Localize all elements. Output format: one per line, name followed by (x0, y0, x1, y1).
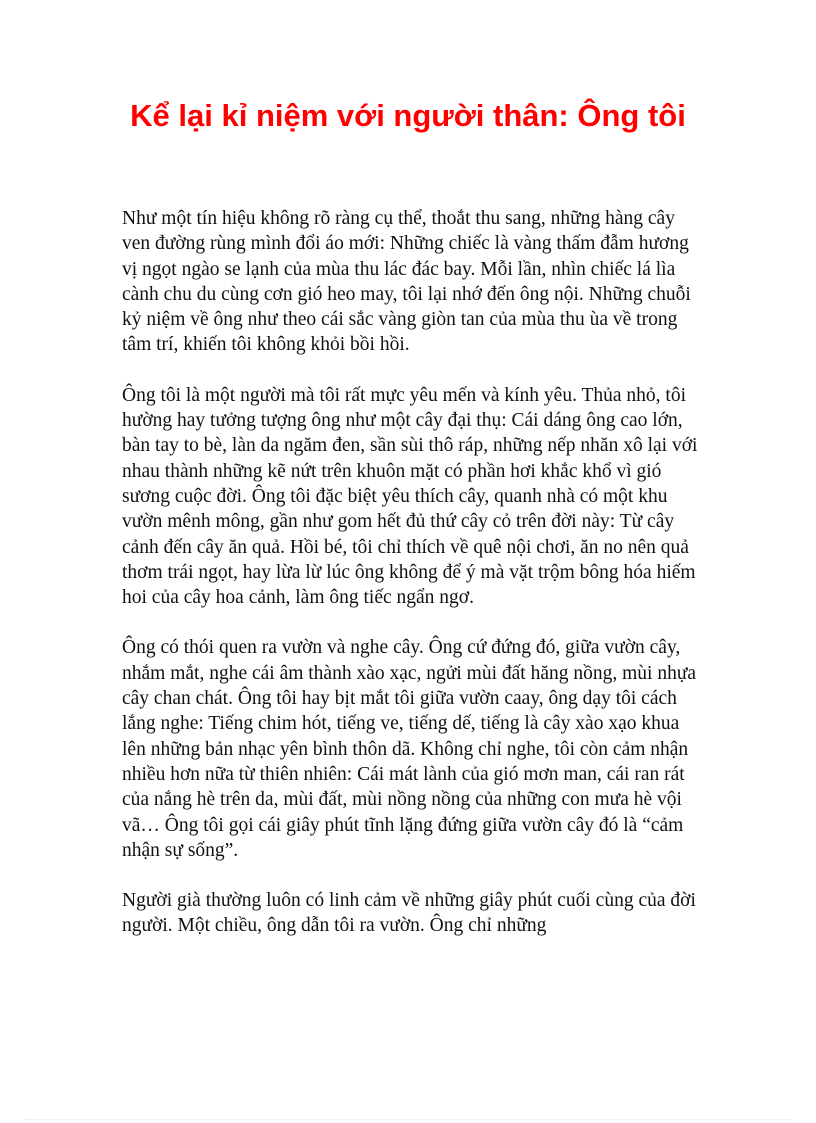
paragraph-3: Ông có thói quen ra vườn và nghe cây. Ông cứ đứng đó, giữa vườn cây, nhắm mắt, nghe cái âm thành xào xạc, ngửi mùi đất hăng nồng, mùi nhựa cây chan chát. Ông tôi hay bịt mắt tôi giữa vườn caay, ông dạy tôi cách lắng nghe: Tiếng chim hót, tiếng ve, tiếng dế, tiếng là cây xào xạo khua lên những bản nhạc yên bình thôn dã. Không chỉ nghe, tôi còn cảm nhận nhiều hơn nữa từ thiên nhiên: Cái mát lành của gió mơn man, cái ran rát của nắng hè trên da, mùi đất, mùi nồng nồng của những con mưa hè vội vã… Ông tôi gọi cái giây phút tĩnh lặng đứng giữa vườn cây đó là “cảm nhận sự sống”. (122, 637, 697, 861)
document-title: Kể lại kỉ niệm với người thân: Ông tôi (130, 98, 686, 133)
page-bottom-divider (24, 1119, 792, 1120)
paragraph-4: Người già thường luôn có linh cảm về những giây phút cuối cùng của đời người. Một chiều, ông dẫn tôi ra vườn. Ông chỉ những (122, 890, 696, 937)
paragraph-2: Ông tôi là một người mà tôi rất mực yêu mến và kính yêu. Thủa nhỏ, tôi hường hay tưởng tượng ông như một cây đại thụ: Cái dáng ông cao lớn, bàn tay to bè, làn da ngăm đen, sần sùi thô ráp, những nếp nhăn xô lại với nhau thành những kẽ nứt trên khuôn mặt có phần hơi khắc khổ vì gió sương cuộc đời. Ông tôi đặc biệt yêu thích cây, quanh nhà có một khu vườn mênh mông, gần như gom hết đủ thứ cây cỏ trên đời này: Từ cây cảnh đến cây ăn quả. Hồi bé, tôi chỉ thích về quê nội chơi, ăn no nên quả thơm trái ngọt, hay lừa lừ lúc ông không để ý mà vặt trộm bông hóa hiếm hoi của cây hoa cảnh, làm ông tiếc ngẩn ngơ. (122, 384, 698, 609)
paragraph-1: Như một tín hiệu không rõ ràng cụ thể, thoắt thu sang, những hàng cây ven đường rùng mình đổi áo mới: Những chiếc là vàng thấm đẫm hương vị ngọt ngào se lạnh của mùa thu lác đác bay. Mỗi lần, nhìn chiếc lá lìa cành chu du cùng cơn gió heo may, tôi lại nhớ đến ông nội. Những chuỗi kỷ niệm về ông như theo cái sắc vàng giòn tan của mùa thu ùa về trong tâm trí, khiến tôi không khỏi bồi hồi. (122, 208, 691, 356)
document-body (122, 206, 700, 964)
